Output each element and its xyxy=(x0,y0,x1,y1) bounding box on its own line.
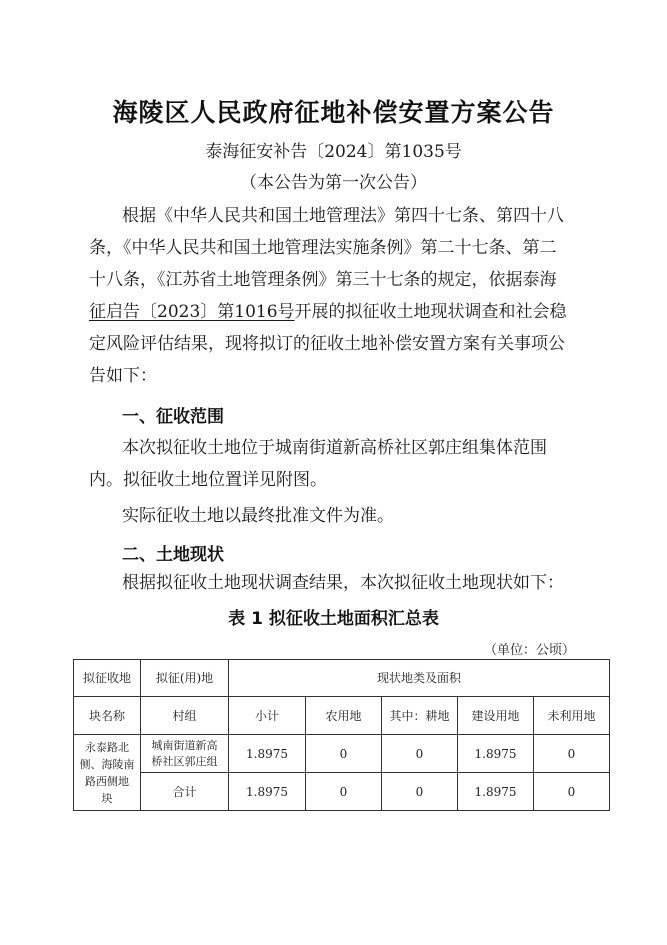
reference-document: 征启告〔2023〕第1016号 xyxy=(89,302,295,322)
scope-line-3: 实际征收土地以最终批准文件为准。 xyxy=(122,506,394,526)
subheader-subtotal: 小计 xyxy=(229,697,306,735)
header-village-bottom: 村组 xyxy=(141,697,229,735)
scope-line-1: 本次拟征收土地位于城南街道新高桥社区郭庄组集体范围 xyxy=(122,438,547,458)
village-group-line: 城南街道新高 xyxy=(151,738,218,752)
section-heading-status: 二、土地现状 xyxy=(122,545,224,565)
table-unit: （单位：公顷） xyxy=(484,643,576,658)
intro-line-6: 告如下： xyxy=(89,366,157,386)
plot-name-line: 块 xyxy=(101,791,113,805)
intro-line-3: 十八条，《江苏省土地管理条例》第三十七条的规定，依据泰海 xyxy=(89,270,557,290)
document-title: 海陵区人民政府征地补偿安置方案公告 xyxy=(112,98,555,127)
total-construction: 1.8975 xyxy=(458,773,534,811)
table-title: 表 1 拟征收土地面积汇总表 xyxy=(228,609,439,629)
total-unused: 0 xyxy=(534,773,610,811)
document-number: 泰海征安补告〔2024〕第1035号 xyxy=(205,142,462,162)
header-land-status: 现状地类及面积 xyxy=(229,660,610,697)
village-group-line: 桥社区郭庄组 xyxy=(151,754,218,768)
header-plot-name-top: 拟征收地 xyxy=(74,660,141,697)
status-line-1: 根据拟征收土地现状调查结果，本次拟征收土地现状如下： xyxy=(122,573,564,593)
intro-line-1: 根据《中华人民共和国土地管理法》第四十七条、第四十八 xyxy=(122,206,564,226)
announcement-note: （本公告为第一次公告） xyxy=(240,173,427,193)
header-plot-name-bottom: 块名称 xyxy=(74,697,141,735)
land-area-table xyxy=(73,659,610,811)
total-label: 合计 xyxy=(141,773,229,811)
total-cultivated: 0 xyxy=(382,773,458,811)
intro-line-5: 定风险评估结果，现将拟订的征收土地补偿安置方案有关事项公 xyxy=(89,334,565,354)
subheader-agricultural: 农用地 xyxy=(306,697,382,735)
value-construction: 1.8975 xyxy=(458,735,534,773)
village-group-cell xyxy=(141,735,229,773)
total-agricultural: 0 xyxy=(306,773,382,811)
intro-line-4-text: 开展的拟征收土地现状调查和社会稳 xyxy=(294,302,567,322)
intro-line-2: 条，《中华人民共和国土地管理法实施条例》第二十七条、第二 xyxy=(89,238,557,258)
value-unused: 0 xyxy=(534,735,610,773)
header-village-top: 拟征(用)地 xyxy=(141,660,229,697)
total-subtotal: 1.8975 xyxy=(229,773,306,811)
intro-line-4 xyxy=(89,301,589,323)
value-cultivated: 0 xyxy=(382,735,458,773)
subheader-construction: 建设用地 xyxy=(458,697,534,735)
plot-name-cell xyxy=(74,735,141,811)
plot-name-line: 侧、海陵南 xyxy=(79,757,135,771)
section-heading-scope: 一、征收范围 xyxy=(122,407,224,427)
plot-name-line: 永泰路北 xyxy=(85,740,129,754)
value-agricultural: 0 xyxy=(306,735,382,773)
value-subtotal: 1.8975 xyxy=(229,735,306,773)
plot-name-line: 路西侧地 xyxy=(85,774,129,788)
scope-line-2: 内。拟征收土地位置详见附图。 xyxy=(89,470,327,490)
subheader-unused: 未利用地 xyxy=(534,697,610,735)
subheader-cultivated: 其中：耕地 xyxy=(382,697,458,735)
